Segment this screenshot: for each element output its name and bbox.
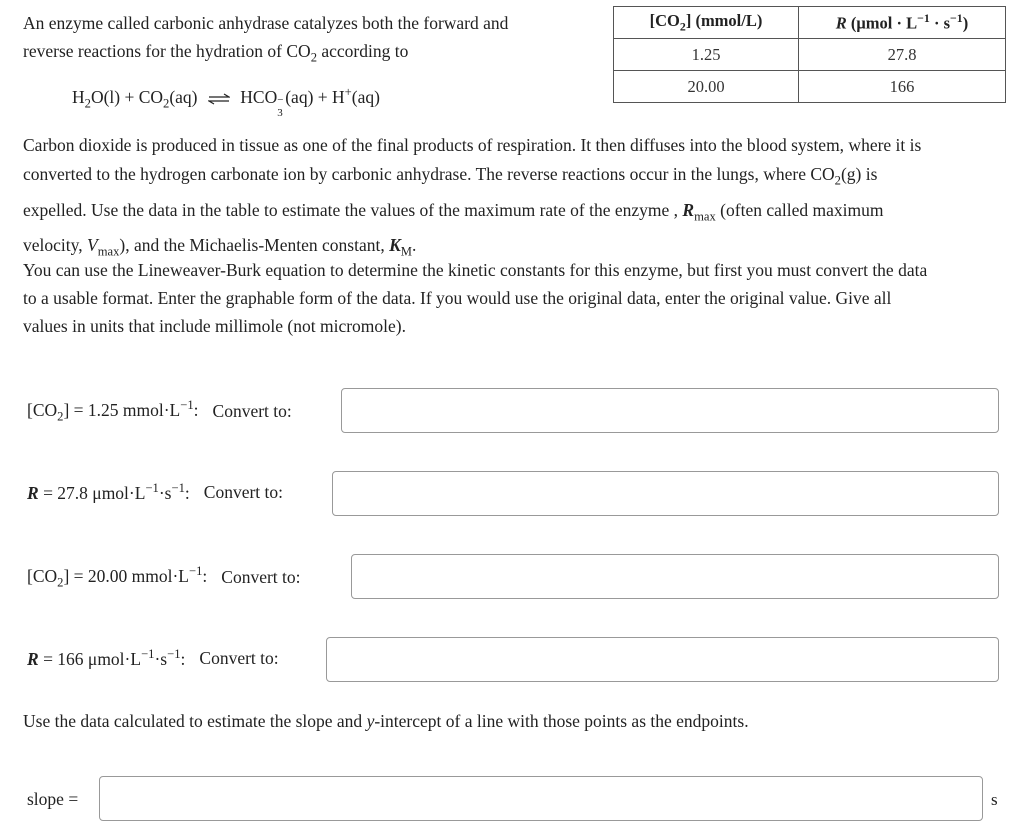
conversion-row-co2-1 — [27, 398, 292, 424]
slope-instructions: Use the data calculated to estimate the slope and y-intercept of a line with those points as the endpoints. — [23, 711, 749, 731]
table-cell-co2: 1.25 — [614, 39, 799, 71]
intro-line-2: reverse reactions for the hydration of $CO_2$ according to — [23, 41, 409, 65]
header-co2: $[CO_2]$ (mmol/L) — [614, 7, 799, 39]
conversion-label: R = 27.8 $\mu mol\cdot L^{-1}\cdot s^{-1}$: — [27, 481, 190, 503]
intro-line-1: An enzyme called carbonic anhydrase catalyzes both the forward and — [23, 13, 509, 33]
para2-line-1: You can use the Lineweaver-Burk equation to determine the kinetic constants for this enzyme, but first you must convert the data — [23, 260, 928, 280]
table-row — [614, 71, 1006, 103]
convert-to-label: Convert to: — [203, 481, 283, 502]
table-header-row — [614, 7, 1006, 39]
header-rate: R $(\mu mol \cdot L^{-1} \cdot s^{-1})$ — [799, 7, 1006, 39]
answer-input-co2-2[interactable] — [351, 554, 999, 599]
conversion-label: $[CO_2] = 20.00$ $mmol\cdot L^{-1}$: — [27, 564, 208, 590]
conversion-label: R = 166 $\mu mol\cdot L^{-1}\cdot s^{-1}$: — [27, 647, 186, 669]
answer-input-rate-1[interactable] — [332, 471, 999, 516]
answer-input-rate-2[interactable] — [326, 637, 999, 682]
equilibrium-arrow-icon — [208, 93, 230, 105]
table-cell-co2: 20.00 — [614, 71, 799, 103]
conversion-label: $[CO_2] = 1.25$ $mmol\cdot L^{-1}$: — [27, 398, 199, 424]
convert-to-label: Convert to: — [221, 566, 301, 587]
para1-line-2: converted to the hydrogen carbonate ion by carbonic anhydrase. The reverse reactions occur in the lungs, where $CO_2(g)$ is — [23, 164, 878, 188]
table-cell-rate: 166 — [799, 71, 1006, 103]
para1-line-4: velocity, $V_{max}$), and the Michaelis-Menten constant, $K_M$. — [23, 235, 417, 259]
conversion-row-rate-1 — [27, 481, 283, 504]
convert-to-label: Convert to: — [212, 400, 292, 421]
para1-line-1: Carbon dioxide is produced in tissue as one of the final products of respiration. It then diffuses into the blood system, where it is — [23, 135, 922, 155]
paragraph-instructions — [23, 256, 1013, 340]
slope-unit: s — [991, 790, 998, 809]
convert-to-label: Convert to: — [199, 647, 279, 668]
para2-line-2: to a usable format. Enter the graphable form of the data. If you would use the original data, enter the original value. Give all — [23, 288, 892, 308]
conversion-row-rate-2 — [27, 647, 279, 670]
reaction-equation: $H_2O(l) + CO_2(aq)$ HCO − 3 (aq) + H+(aq) — [72, 85, 380, 119]
table-row — [614, 39, 1006, 71]
intro-text — [23, 9, 603, 72]
paragraph-context — [23, 131, 1013, 267]
table-cell-rate: 27.8 — [799, 39, 1006, 71]
para1-line-3: expelled. Use the data in the table to estimate the values of the maximum rate of the enzyme , $R_{max}$ (often called maximum — [23, 199, 884, 223]
conversion-row-co2-2 — [27, 564, 301, 590]
para2-line-3: values in units that include millimole (not micromole). — [23, 316, 406, 336]
data-table — [613, 6, 1006, 103]
slope-input[interactable] — [99, 776, 983, 821]
answer-input-co2-1[interactable] — [341, 388, 999, 433]
slope-label: slope = — [27, 789, 79, 809]
